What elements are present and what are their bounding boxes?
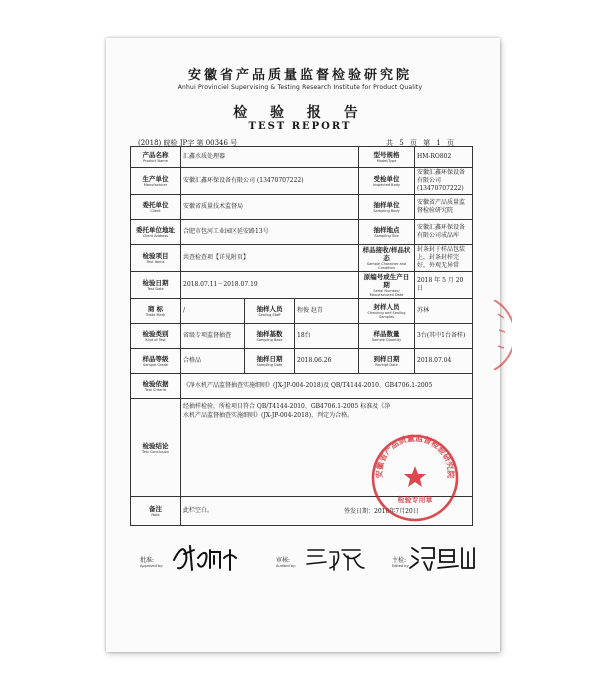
label-mfg-date: 原编号或生产日期 Serial Number/ Manufactured Date [359,272,415,299]
label-client: 委托单位 Client [131,195,181,220]
report-table [130,146,473,526]
value-conclusion: 经抽样检验，所检项目符合 QB/T4144-2010、GB4706.1-2005 标准及《净水机产品监督抽查实施细则》(JX-JP-004-2018)，判定为合格。 [181,399,473,497]
label-client-address: 委托单位地址 Client Address [131,220,181,245]
value-test-date: 2018.07.11－2018.07.19 [181,272,359,299]
seal-sub-text: 检验专用章 [397,495,433,504]
report-title-en: TEST REPORT [248,121,352,132]
value-manufacturer: 安徽汇鑫环保设备有限公司 (13470707222) [181,168,359,195]
label-receipt-date: 到样日期 Receipt Date [359,349,415,374]
issue-date: 签发日期：2018年7月20日 [344,508,419,515]
label-inspected-body: 受检单位 Inspected Body [359,168,415,195]
institute-name-en: Anhui Provinciel Supervising & Testing Research Institute for Product Quality [177,84,423,91]
label-sampling-body: 抽样单位 Sampling Body [359,195,415,220]
table-row [131,374,473,399]
value-sampling-date: 2018.06.26 [295,349,359,374]
value-notes: 此栏空白。 [181,497,473,526]
value-sample-grade: 合格品 [181,349,245,374]
value-product-name: 汇鑫水质处理器 [181,147,359,168]
label-kind-of-test: 检验类别 Kind of Test [131,324,181,349]
label-product-name: 产品名称 Product Name [131,147,181,168]
value-sampling-body: 安徽省产品质量监督检验研究院 [415,195,473,220]
label-model: 型号规格 Model/Type [359,147,415,168]
edited-by-label: 主检: Edited by: [392,557,410,568]
table-row [131,220,473,245]
table-row [131,324,473,349]
approved-by-label: 批准: Approved by: [140,557,164,568]
label-sampling-base: 抽样基数 Sampling Base [245,324,295,349]
value-model: HM-RO802 [415,147,473,168]
value-receipt-date: 2018.07.04 [415,349,473,374]
audited-by-label: 审核: Audited by: [276,557,296,568]
value-mfg-date: 2018 年 5 月 20 日 [415,272,473,299]
label-test-items: 检验项目 Test Items [131,245,181,272]
table-row [131,272,473,299]
label-sampling-date: 抽样日期 Sampling Date [245,349,295,374]
value-trade-mark: / [181,299,245,324]
value-checking-staff: 苏林 [415,299,473,324]
value-sampling-base: 18台 [295,324,359,349]
value-client-address: 合肥市包河工业园区延安路13号 [181,220,359,245]
table-row [131,497,473,526]
label-conclusion: 检验结论 Test Conclusion [131,399,181,497]
value-sample-condition: 封条封于样品包装上，封条封样完好，外观无异常 [415,245,473,272]
label-sample-quantity: 样品数量 Sample Quantity [359,324,415,349]
label-manufacturer: 生产单位 Manufacturer [131,168,181,195]
value-test-items: 共查检查项【详见附页】 [181,245,359,272]
table-row [131,299,473,324]
table-row [131,168,473,195]
table-row [131,195,473,220]
value-client: 安徽省质量技术监督局 [181,195,359,220]
label-notes: 备注 Note [131,497,181,526]
report-title-cn: 检 验 报 告 [233,105,367,121]
value-criteria: 《净水机产品监督抽查实施细则》(JX-JP-004-2018)及 QB/T4144-2010、GB4706.1-2005 [181,374,473,399]
report-number: (2018) 皖检 JP字 第 00346 号 [138,139,238,147]
institute-name-cn: 安徽省产品质量监督检验研究院 [187,68,412,83]
value-sampling-site: 安徽汇鑫环保设备有限公司成品库 [415,220,473,245]
value-sealing-staff: 程俊 赵青 [295,299,359,324]
value-kind-of-test: 省级专项监督抽查 [181,324,245,349]
label-sample-condition: 样品接收/样品状态 Sample Character and Condition [359,245,415,272]
label-sealing-staff: 抽样人员 Sealing Staff [245,299,295,324]
table-row [131,245,473,272]
label-trade-mark: 商 标 Trade Mark [131,299,181,324]
label-test-date: 检验日期 Test Date [131,272,181,299]
seal-text: 安徽省产品质量监督检验研究院 [373,432,457,479]
table-row [131,349,473,374]
label-checking-staff: 封样人员 Checking and Sealing Samples [359,299,415,324]
table-row [131,147,473,168]
page-info: 共 5 页 第 1 页 [386,139,457,147]
value-inspected-body: 安徽汇鑫环保设备有限公司 (13470707222) [415,168,473,195]
table-row [131,399,473,497]
label-criteria: 检验依据 Test Criteria [131,374,181,399]
label-sampling-site: 抽样地点 Sampling Site [359,220,415,245]
label-sample-grade: 样品等级 Sample Grade [131,349,181,374]
value-sample-quantity: 3台(其中1台备样) [415,324,473,349]
